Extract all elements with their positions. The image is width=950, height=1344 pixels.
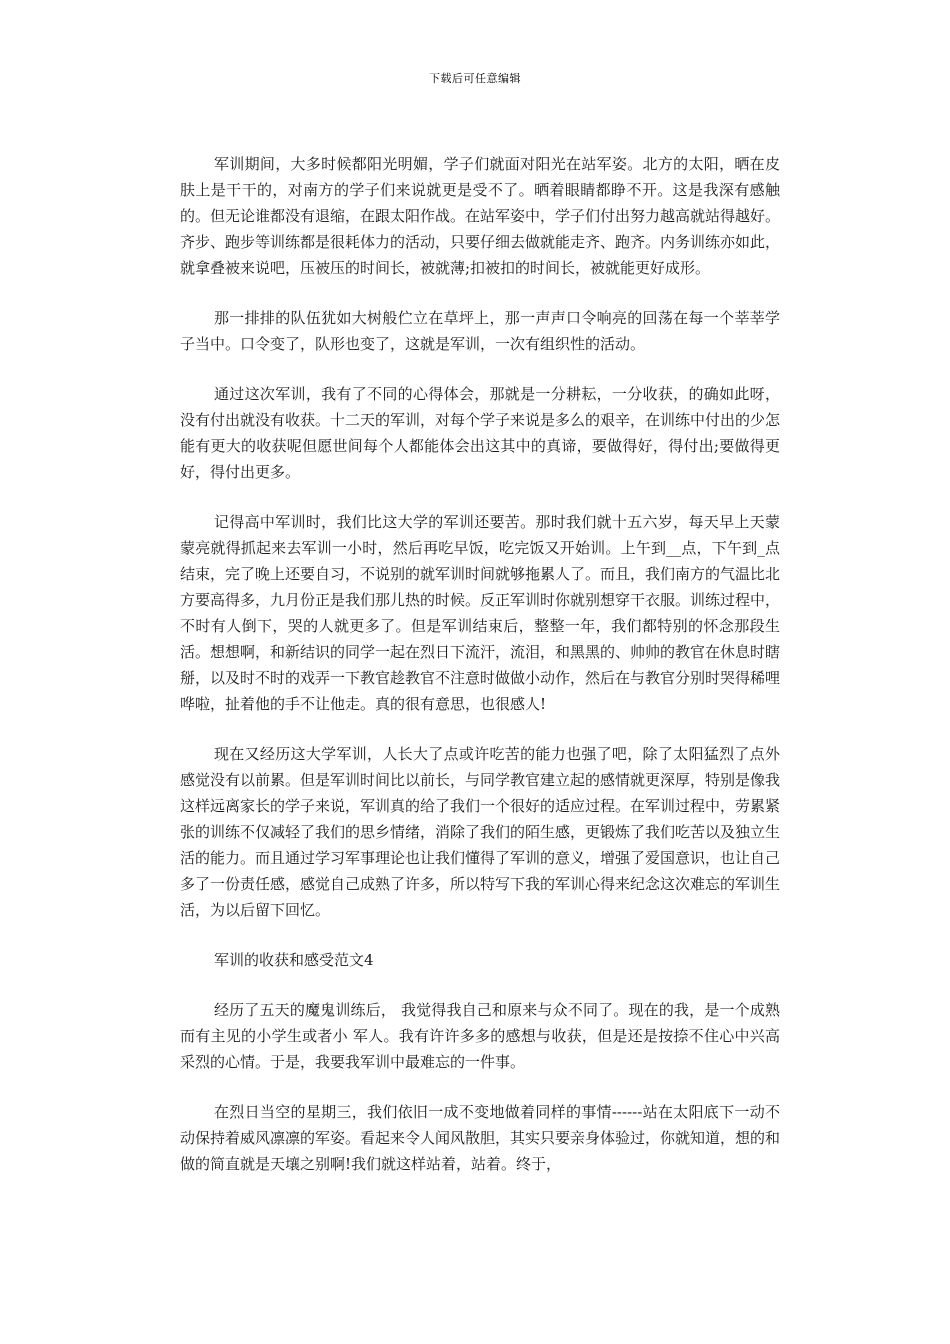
paragraph: 现在又经历这大学军训，人长大了点或许吃苦的能力也强了吧，除了太阳猛烈了点外感觉没有以前累。但是军训时间比以前长，与同学教官建立起的感情就更深厚，特别是像我这样远离家长的学子来说，军训真的给了我们一个很好的适应过程。在军训过程中，劳累紧张的训练不仅减轻了我们的思乡情绪，消除了我们的陌生感，更锻炼了我们吃苦以及独立生活的能力。而且通过学习军事理论也让我们懂得了军训的意义，增强了爱国意识，也让自己多了一份责任感，感觉自己成熟了许多，所以特写下我的军训心得来纪念这次难忘的军训生活，为以后留下回忆。 [180, 745, 781, 919]
section-heading: 军训的收获和感受范文4 [214, 951, 374, 969]
page-header: 下载后可任意编辑 [429, 72, 521, 85]
paragraph: 记得高中军训时，我们比这大学的军训还要苦。那时我们就十五六岁，每天早上天蒙蒙亮就得抓起来去军训一小时，然后再吃早饭，吃完饭又开始训。上午到__点，下午到_点结束，完了晚上还要自习，不说别的就军训时间就够拖累人了。而且，我们南方的气温比北方要高得多，九月份正是我们那儿热的时候。反正军训时你就别想穿干衣服。训练过程中，不时有人倒下，哭的人就更多了。但是军训结束后，整整一年，我们都特别的怀念那段生活。想想啊，和新结识的同学一起在烈日下流汗，流泪，和黑黑的、帅帅的教官在休息时瞎掰，以及时不时的戏弄一下教官趁教官不注意时做做小动作，然后在与教官分别时哭得稀哩哗啦，扯着他的手不让他走。真的很有意思，也很感人! [180, 513, 781, 713]
paragraph: 在烈日当空的星期三，我们依旧一成不变地做着同样的事情------站在太阳底下一动不动保持着威风凛凛的军姿。看起来令人闻风散胆，其实只要亲身体验过，你就知道，想的和做的简直就是天壤之别啊!我们就这样站着，站着。终于， [180, 1103, 781, 1173]
paragraph: 经历了五天的魔鬼训练后， 我觉得我自己和原来与众不同了。现在的我，是一个成熟而有主见的小学生或者小 军人。我有许许多多的感想与收获，但是还是按捺不住心中兴高采烈的心情。于是，我要我军训中最难忘的一件事。 [180, 1001, 780, 1071]
paragraph: 军训期间，大多时候都阳光明媚，学子们就面对阳光在站军姿。北方的太阳，晒在皮肤上是干干的，对南方的学子们来说就更是受不了。晒着眼睛都睁不开。这是我深有感触的。但无论谁都没有退缩，在跟太阳作战。在站军姿中，学子们付出努力越高就站得越好。齐步、跑步等训练都是很耗体力的活动，只要仔细去做就能走齐、跑齐。内务训练亦如此，就拿叠被来说吧，压被压的时间长，被就薄;扣被扣的时间长，被就能更好成形。 [180, 155, 781, 277]
document-body [180, 151, 780, 1201]
paragraph: 那一排排的队伍犹如大树般伫立在草坪上，那一声声口令响亮的回荡在每一个莘莘学子当中。口令变了，队形也变了，这就是军训，一次有组织性的活动。 [180, 309, 780, 353]
paragraph: 通过这次军训，我有了不同的心得体会，那就是一分耕耘，一分收获，的确如此呀，没有付出就没有收获。十二天的军训，对每个学子来说是多么的艰辛，在训练中付出的少怎能有更大的收获呢但愿世间每个人都能体会出这其中的真谛，要做得好，得付出;要做得更好，得付出更多。 [180, 385, 781, 481]
